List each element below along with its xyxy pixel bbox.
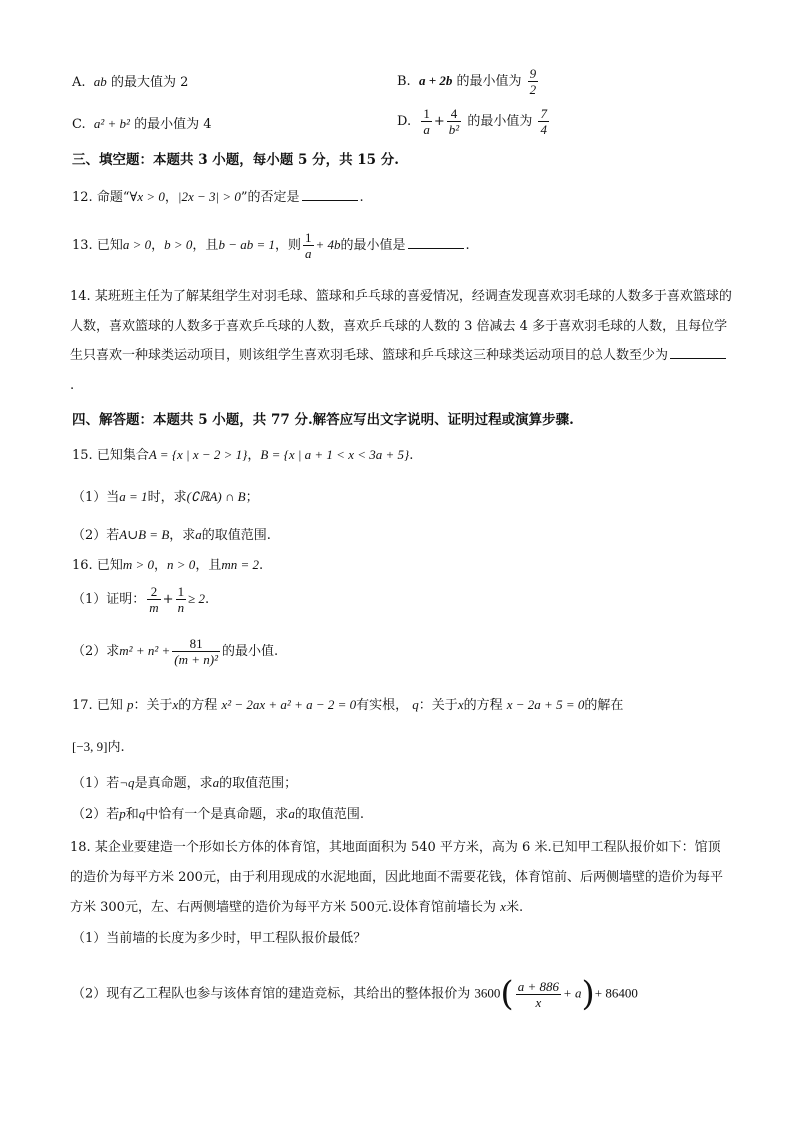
question-15 bbox=[72, 446, 413, 465]
fraction bbox=[176, 584, 187, 615]
math-expr: x − 2a + 5 = 0 bbox=[506, 697, 585, 712]
set-a: A = {x | x − 2 > 1} bbox=[148, 447, 248, 462]
section-heading-3: 三、填空题：本题共 3 小题，每小题 5 分，共 15 分. bbox=[72, 152, 399, 168]
text: ， bbox=[154, 558, 168, 573]
option-d bbox=[397, 106, 551, 137]
math-expr: ∀x > 0 bbox=[129, 189, 165, 204]
question-15-part-1 bbox=[72, 488, 259, 507]
math-expr: + 4b bbox=[315, 237, 341, 252]
numerator: 1 bbox=[177, 584, 185, 599]
option-a bbox=[72, 73, 188, 92]
question-number: 14. bbox=[70, 289, 91, 304]
denominator: x bbox=[535, 994, 542, 1010]
text: 内. bbox=[107, 740, 125, 755]
text: 的最小值是 bbox=[340, 238, 406, 253]
plus-sign: + bbox=[162, 592, 174, 607]
text: （1）证明： bbox=[72, 592, 146, 607]
math-expr: x bbox=[172, 697, 179, 712]
math-expr: b − ab = 1 bbox=[218, 237, 275, 252]
question-number: 15. bbox=[72, 448, 93, 463]
numerator: 7 bbox=[540, 106, 547, 121]
text: ：关于 bbox=[418, 698, 458, 713]
math-expr: a bbox=[288, 806, 295, 821]
denominator: (m + n)² bbox=[174, 652, 218, 667]
denominator: a bbox=[423, 122, 430, 137]
math-expr: a + 2b bbox=[418, 73, 453, 88]
right-paren: ) bbox=[581, 974, 595, 1014]
fraction bbox=[172, 636, 220, 667]
math-expr: b > 0 bbox=[164, 237, 193, 252]
question-15-part-2 bbox=[72, 526, 271, 545]
math-expr: A∪B = B bbox=[119, 527, 170, 542]
text: 命题“ bbox=[96, 190, 130, 205]
text: 的取值范围. bbox=[201, 528, 271, 543]
math-expr: a = 1 bbox=[119, 489, 148, 504]
text: 和 bbox=[125, 807, 139, 822]
fraction bbox=[147, 584, 160, 615]
question-17 bbox=[72, 696, 623, 715]
text: （2）若 bbox=[72, 528, 120, 543]
text: 米. bbox=[505, 900, 524, 915]
math-expr: ab bbox=[93, 74, 107, 89]
text: 的取值范围； bbox=[219, 776, 298, 791]
plus-sign: + bbox=[433, 114, 445, 129]
text: （2）若 bbox=[72, 807, 120, 822]
text: 中恰有一个是真命题，求 bbox=[145, 807, 289, 822]
question-17-line-2 bbox=[72, 738, 125, 757]
question-17-part-2 bbox=[72, 805, 364, 824]
denominator: n bbox=[177, 600, 185, 615]
math-expr: q bbox=[138, 806, 146, 821]
numerator: 81 bbox=[172, 636, 220, 652]
denominator: a bbox=[305, 246, 312, 261]
text: （2）现有乙工程队也参与该体育馆的建造竞标，其给出的整体报价为 bbox=[72, 986, 471, 1002]
option-label: B. bbox=[397, 74, 411, 89]
question-14 bbox=[70, 282, 732, 400]
math-expr: x² − 2ax + a² + a − 2 = 0 bbox=[221, 697, 357, 712]
math-expr: + 86400 bbox=[594, 985, 638, 1001]
math-expr: m² + n² + bbox=[119, 643, 171, 658]
text: ； bbox=[245, 490, 259, 505]
numerator: 1 bbox=[305, 230, 312, 245]
text: （1）当 bbox=[72, 490, 120, 505]
math-expr: p bbox=[126, 697, 134, 712]
fraction bbox=[303, 230, 314, 261]
text: . bbox=[204, 592, 210, 607]
numerator: 9 bbox=[529, 66, 537, 81]
math-expr: a > 0 bbox=[122, 237, 152, 252]
option-b bbox=[397, 66, 540, 97]
text: . bbox=[409, 448, 414, 463]
question-text: 某班班主任为了解某组学生对羽毛球、篮球和乒乓球的喜爱情况，经调查发现喜欢羽毛球的人数多于喜欢篮球的人数，喜欢篮球的人数多于喜欢乒乓球的人数，喜欢乒乓球的人数的 3 倍减去 4 多于喜欢羽毛球的人数，且每位学生只喜欢一种球类运动项目，则该组学生喜欢羽毛球、篮球和乒乓球这三种球类运动项目的总人数至少为 bbox=[70, 289, 732, 363]
denominator: 4 bbox=[540, 122, 547, 137]
text: ，求 bbox=[169, 528, 196, 543]
denominator: 2 bbox=[529, 82, 537, 97]
text: ，则 bbox=[274, 238, 301, 253]
answer-blank[interactable] bbox=[670, 346, 726, 359]
answer-blank[interactable] bbox=[408, 236, 464, 249]
question-17-part-1 bbox=[72, 774, 297, 793]
option-text: 的最小值为 4 bbox=[134, 117, 212, 132]
fraction bbox=[516, 979, 561, 1010]
question-16-part-2 bbox=[72, 636, 278, 667]
text: 的取值范围. bbox=[294, 807, 364, 822]
numerator: 4 bbox=[447, 106, 461, 122]
section-heading-4: 四、解答题：本题共 5 小题，共 77 分.解答应写出文字说明、证明过程或演算步骤. bbox=[72, 412, 574, 428]
option-text: 的最小值为 bbox=[456, 74, 522, 89]
text: ， bbox=[151, 238, 165, 253]
text: 已知 bbox=[96, 698, 123, 713]
math-expr: mn = 2 bbox=[221, 557, 259, 572]
question-number: 12. bbox=[72, 190, 93, 205]
question-number: 18. bbox=[70, 840, 91, 855]
question-12 bbox=[72, 188, 364, 207]
question-text: 某企业要建造一个形如长方体的体育馆，其地面面积为 540 平方米，高为 6 米.已知甲工程队报价如下：馆顶的造价为每平方米 200元，由于利用现成的水泥地面，因此地面不需要花钱，体育馆前、后两侧墙壁的造价为每平方米 300元，左、右两侧墙壁的造价为每平方米 500元.设体育馆前墙长为 bbox=[70, 840, 723, 915]
math-expr: n > 0 bbox=[167, 557, 196, 572]
left-paren: ( bbox=[500, 974, 514, 1014]
math-expr: m > 0 bbox=[122, 557, 155, 572]
math-expr: |2x − 3| > 0 bbox=[177, 189, 241, 204]
math-expr: a² + b² bbox=[93, 116, 130, 131]
text: 的方程 bbox=[463, 698, 503, 713]
question-number: 13. bbox=[72, 238, 93, 253]
text: （2）求 bbox=[72, 644, 120, 659]
text: 的最小值. bbox=[221, 644, 279, 659]
question-18-part-1: （1）当前墙的长度为多少时，甲工程队报价最低？ bbox=[72, 931, 367, 946]
text: ， bbox=[164, 190, 178, 205]
text: ，且 bbox=[192, 238, 219, 253]
math-expr: a bbox=[195, 527, 202, 542]
text: 已知 bbox=[96, 558, 123, 573]
numerator: a + 886 bbox=[517, 978, 559, 994]
math-expr: + a bbox=[562, 985, 582, 1001]
question-18 bbox=[70, 833, 732, 923]
option-text: 的最小值为 bbox=[467, 114, 533, 129]
denominator: b² bbox=[448, 122, 460, 137]
text: 时，求 bbox=[147, 490, 187, 505]
math-expr: p bbox=[119, 806, 126, 821]
option-c bbox=[72, 115, 212, 134]
text: . bbox=[259, 558, 264, 573]
fraction bbox=[538, 106, 549, 137]
text: ”的否定是 bbox=[240, 190, 300, 205]
question-13 bbox=[72, 230, 470, 261]
question-number: 16. bbox=[72, 558, 93, 573]
text: . bbox=[70, 377, 75, 393]
question-16 bbox=[72, 556, 263, 575]
text: 的解在 bbox=[584, 698, 624, 713]
option-text: 的最大值为 2 bbox=[110, 75, 189, 90]
interval: [−3, 9] bbox=[72, 739, 108, 754]
math-expr: x bbox=[500, 899, 506, 914]
question-number: 17. bbox=[72, 698, 93, 713]
text: 的方程 bbox=[178, 698, 218, 713]
math-expr: 3600 bbox=[474, 985, 501, 1001]
math-expr: q bbox=[412, 697, 419, 712]
math-expr: ¬q bbox=[119, 775, 135, 790]
text: 已知集合 bbox=[96, 448, 149, 463]
math-expr: a bbox=[212, 775, 220, 790]
option-label: D. bbox=[397, 114, 412, 129]
question-18-part-2 bbox=[72, 974, 638, 1014]
fraction bbox=[528, 66, 539, 97]
math-expr: ≥ 2 bbox=[188, 591, 205, 606]
text: ，且 bbox=[195, 558, 222, 573]
question-16-part-1 bbox=[72, 584, 209, 615]
denominator: m bbox=[149, 600, 159, 615]
math-expr: x bbox=[457, 697, 464, 712]
text: ， bbox=[247, 448, 261, 463]
text: . bbox=[465, 238, 470, 253]
math-expr: (∁ℝA) ∩ B bbox=[186, 489, 246, 504]
text: 是真命题，求 bbox=[134, 776, 213, 791]
set-b: B = {x | a + 1 < x < 3a + 5} bbox=[260, 447, 410, 462]
answer-blank[interactable] bbox=[302, 188, 358, 201]
option-label: A. bbox=[72, 75, 86, 90]
text: 已知 bbox=[96, 238, 123, 253]
numerator: 1 bbox=[423, 106, 430, 121]
numerator: 2 bbox=[147, 584, 160, 600]
text: . bbox=[359, 190, 364, 205]
fraction bbox=[421, 106, 432, 137]
text: （1）若 bbox=[72, 776, 120, 791]
text: 有实根， bbox=[356, 698, 409, 713]
option-label: C. bbox=[72, 117, 86, 132]
fraction bbox=[447, 106, 461, 137]
text: ：关于 bbox=[133, 698, 173, 713]
